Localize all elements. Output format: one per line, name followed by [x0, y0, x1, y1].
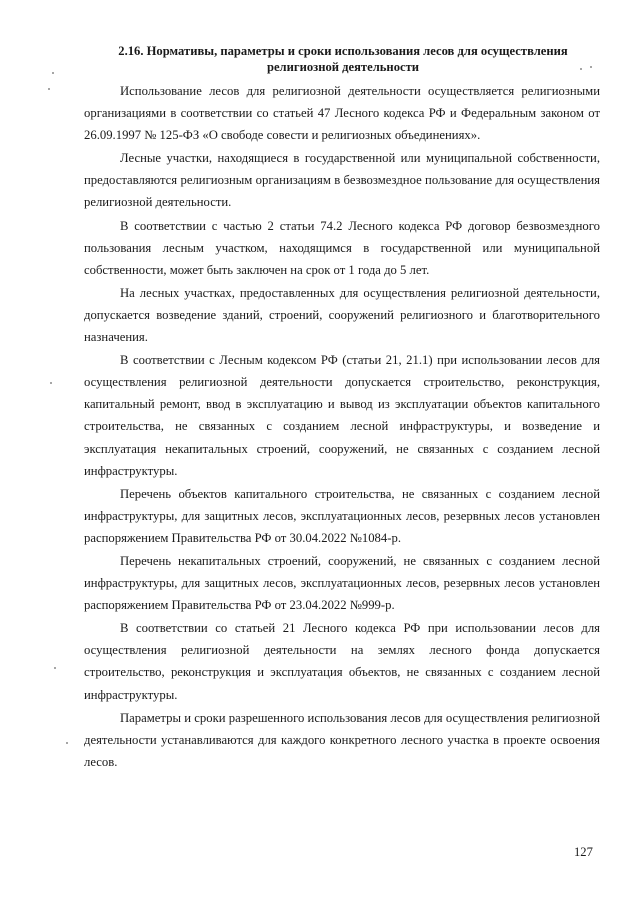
section-heading: 2.16. Нормативы, параметры и сроки использования лесов для осуществления религиозной деятельности — [118, 44, 568, 74]
paragraph-1: Использование лесов для религиозной деятельности осуществляется религиозными организациями в соответствии со статьей 47 Лесного кодекса РФ и Федеральным законом от 26.09.1997 № 125-ФЗ «О свободе совести и религиозных объединениях». — [84, 84, 600, 143]
paragraph-5: В соответствии с Лесным кодексом РФ (статьи 21, 21.1) при использовании лесов для осуществления религиозной деятельности допускается строительство, реконструкция, капитальный ремонт, ввод в эксплуатацию и вывод из эксплуатации объектов капитального строительства, не связанных с созданием лесной инфраструктуры, и возведение и эксплуатация некапитальных строений, сооружений, не связанных с созданием лесной инфраструктуры. — [84, 353, 600, 478]
paragraph-4: На лесных участках, предоставленных для осуществления религиозной деятельности, допускается возведение зданий, строений, сооружений религиозного и благотворительного назначения. — [84, 285, 600, 345]
scan-speck — [590, 66, 592, 68]
scan-speck — [54, 667, 56, 669]
scan-speck — [580, 68, 582, 70]
paragraph-8: В соответствии со статьей 21 Лесного кодекса РФ при использовании лесов для осуществления религиозной деятельности на землях лесного фонда допускается строительство, реконструкция и эксплуатация объектов, не связанных с созданием лесной инфраструктуры. — [84, 621, 600, 702]
paragraph-6: Перечень объектов капитального строительства, не связанных с созданием лесной инфраструктуры, для защитных лесов, эксплуатационных лесов, резервных лесов установлен распоряжением Правительства РФ от 30.04.2022 №1084-р. — [84, 486, 600, 545]
scan-speck — [52, 72, 54, 74]
scan-speck — [48, 88, 50, 90]
paragraph-3: В соответствии с частью 2 статьи 74.2 Лесного кодекса РФ договор безвозмездного пользования лесным участком, находящимся в государственной или муниципальной собственности, может быть заключен на срок от 1 года до 5 лет. — [84, 218, 600, 277]
body-text — [84, 80, 600, 774]
page-number: 127 — [574, 845, 593, 859]
paragraph-9: Параметры и сроки разрешенного использования лесов для осуществления религиозной деятельности устанавливаются для каждого конкретного лесного участка в проекте освоения лесов. — [84, 710, 600, 769]
scan-speck — [50, 382, 52, 384]
scan-speck — [66, 742, 68, 744]
paragraph-7: Перечень некапитальных строений, сооружений, не связанных с созданием лесной инфраструктуры, для защитных лесов, эксплуатационных лесов, резервных лесов установлен распоряжением Правительства РФ от 23.04.2022 №999-р. — [84, 553, 600, 613]
paragraph-2: Лесные участки, находящиеся в государственной или муниципальной собственности, предоставляются религиозным организациям в безвозмездное пользование для осуществления религиозной деятельности. — [84, 151, 600, 210]
